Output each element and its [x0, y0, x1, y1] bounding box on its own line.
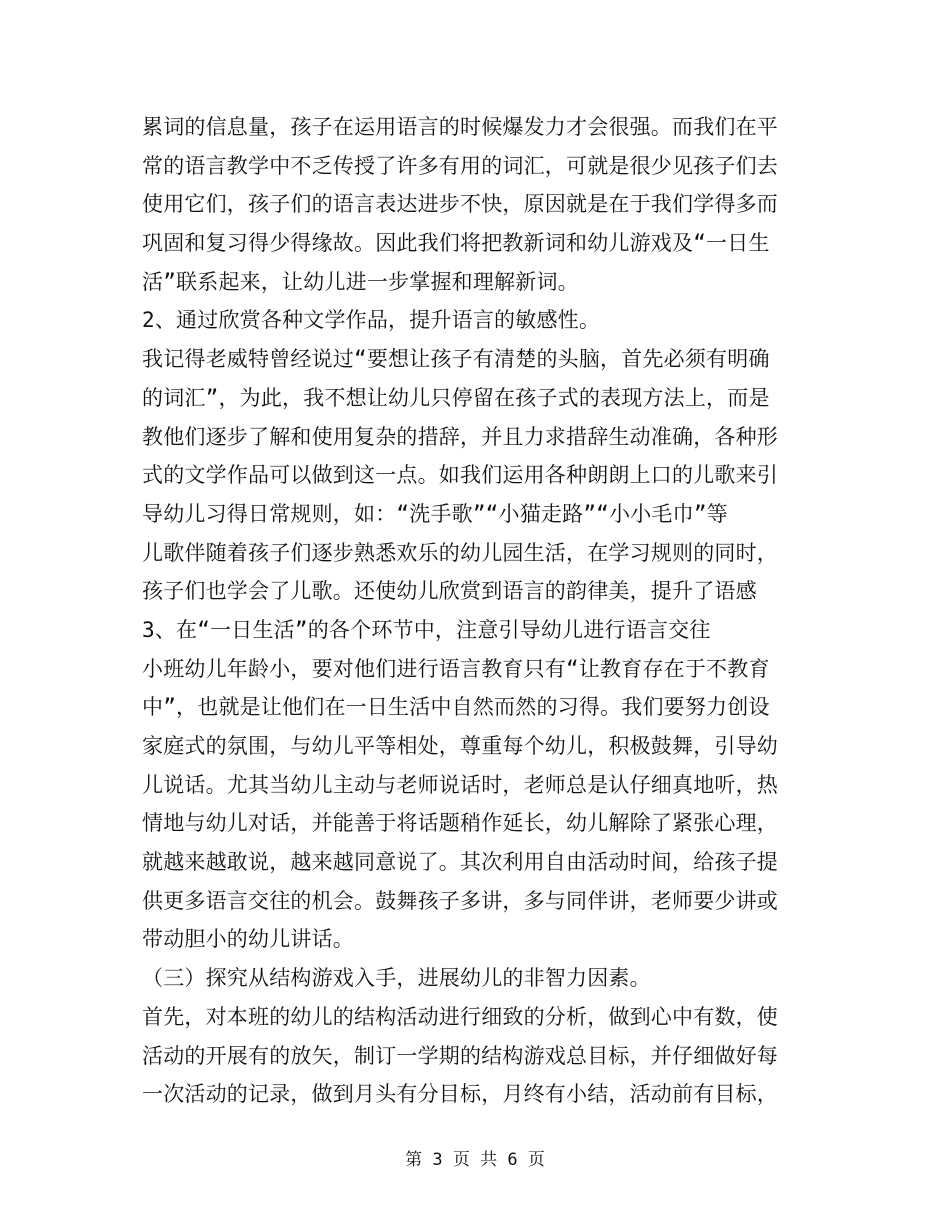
text-line: 小班幼儿年龄小，要对他们进行语言教育只有“让教育存在于不教育: [142, 656, 770, 681]
text-line: 巩固和复习得少得缘故。因此我们将把教新词和幼儿游戏及“一日生: [142, 231, 770, 256]
text-line: 供更多语言交往的机会。鼓舞孩子多讲，多与同伴讲，老师要少讲或: [142, 888, 778, 913]
text-line: 教他们逐步了解和使用复杂的措辞，并且力求措辞生动准确，各种形: [142, 424, 778, 449]
text-line: 导幼儿习得日常规则，如：“洗手歌”“小猫走路”“小小毛巾”等: [142, 501, 728, 526]
text-line: 儿歌伴随着孩子们逐步熟悉欢乐的幼儿园生活，在学习规则的同时，: [142, 540, 778, 565]
text-line: 情地与幼儿对话，并能善于将话题稍作延长，幼儿解除了紧张心理，: [142, 811, 778, 836]
section-heading: （三）探究从结构游戏入手，进展幼儿的非智力因素。: [142, 966, 651, 991]
text-line: 一次活动的记录，做到月头有分目标，月终有小结，活动前有目标，: [142, 1082, 778, 1107]
text-line: 中”，也就是让他们在一日生活中自然而然的习得。我们要努力创设: [142, 695, 770, 720]
text-line: 活动的开展有的放矢，制订一学期的结构游戏总目标，并仔细做好每: [142, 1043, 778, 1068]
section-heading: 2、通过欣赏各种文学作品，提升语言的敏感性。: [142, 308, 601, 333]
text-line: 活”联系起来，让幼儿进一步掌握和理解新词。: [142, 269, 579, 294]
text-line: 儿说话。尤其当幼儿主动与老师说话时，老师总是认仔细真地听，热: [142, 772, 778, 797]
text-line: 使用它们，孩子们的语言表达进步不快，原因就是在于我们学得多而: [142, 192, 778, 217]
page-number: 第 3 页 共 6 页: [405, 1150, 545, 1170]
body-text: [142, 108, 802, 1114]
text-line: 孩子们也学会了儿歌。还使幼儿欣赏到语言的韵律美，提升了语感: [142, 579, 757, 604]
text-line: 首先，对本班的幼儿的结构活动进行细致的分析，做到心中有数，使: [142, 1004, 778, 1029]
text-line: 累词的信息量，孩子在运用语言的时候爆发力才会很强。而我们在平: [142, 115, 778, 139]
text-line: 的词汇”，为此，我不想让幼儿只停留在孩子式的表现方法上，而是: [142, 385, 770, 410]
text-line: 常的语言教学中不乏传授了许多有用的词汇，可就是很少见孩子们去: [142, 153, 778, 178]
text-line: 家庭式的氛围，与幼儿平等相处，尊重每个幼儿，积极鼓舞，引导幼: [142, 734, 778, 758]
text-line: 式的文学作品可以做到这一点。如我们运用各种朗朗上口的儿歌来引: [142, 463, 778, 488]
text-line: 我记得老威特曾经说过“要想让孩子有清楚的头脑，首先必须有明确: [142, 347, 770, 372]
text-line: 就越来越敢说，越来越同意说了。其次利用自由活动时间，给孩子提: [142, 850, 778, 875]
section-heading: 3、在“一日生活”的各个环节中，注意引导幼儿进行语言交往: [142, 617, 711, 642]
page-footer: [0, 1150, 950, 1170]
text-line: 带动胆小的幼儿讲话。: [142, 927, 354, 952]
